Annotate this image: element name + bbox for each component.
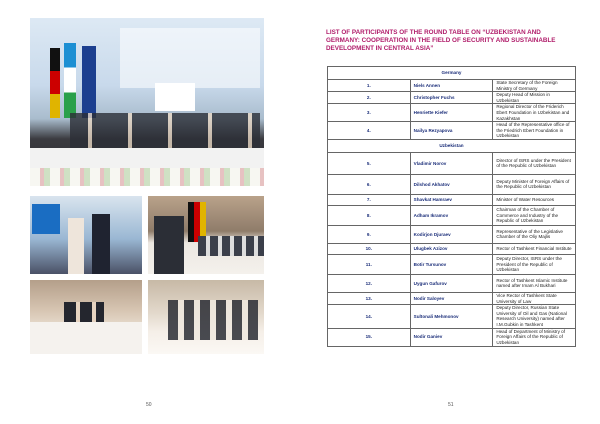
participants-table (327, 66, 576, 347)
participant-number: 15. (328, 328, 411, 346)
participant-name: Vladimir Norov (410, 152, 493, 174)
table-flowers (30, 168, 264, 186)
table-row (328, 152, 576, 174)
participant-name: Sultonali Mehmonov (410, 305, 493, 328)
participant-number: 10. (328, 243, 411, 254)
participant-position: Deputy Minister of Foreign Affairs of the Republic of Uzbekistan (493, 174, 576, 194)
participant-number: 12. (328, 274, 411, 292)
participant-name: Botir Tursunov (410, 254, 493, 274)
participant-position: Head of the Representative office of the Friedrich Ebert Foundation in Uzbekistan (493, 122, 576, 140)
table-row (328, 225, 576, 243)
participant-number: 11. (328, 254, 411, 274)
event-banner (120, 28, 260, 88)
participants-list-title: LIST OF PARTICIPANTS OF THE ROUND TABLE ON “UZBEKISTAN AND GERMANY: COOPERATION IN THE FIELD OF SECURITY AND SUSTAINABLE DEVELOPMENT IN CENTRAL ASIA” (326, 29, 556, 53)
participant-name: Uygun Gafurov (410, 274, 493, 292)
friedrich-ebert-stiftung-logo (155, 83, 195, 111)
participant-position: Deputy Director, ISRS under the President of the Republic of Uzbekistan (493, 254, 576, 274)
section-header-row (328, 67, 576, 80)
participant-number: 8. (328, 205, 411, 225)
participant-name: Nodir Saloyev (410, 292, 493, 304)
participant-number: 2. (328, 92, 411, 104)
participant-position: Deputy Head of Mission in Uzbekistan (493, 92, 576, 104)
audience-row (198, 236, 264, 256)
participant-position: Minister of Water Resources (493, 194, 576, 205)
table-row (328, 205, 576, 225)
participant-number: 7. (328, 194, 411, 205)
participant-position: Regional Director of the Friderich Ebert Foundation in Uzbekistan and Kazakhstan (493, 104, 576, 122)
person-right (92, 214, 110, 274)
participant-name: Kodirjon Djuraev (410, 225, 493, 243)
section-heading: Germany (328, 67, 576, 80)
table-row (328, 292, 576, 304)
participant-position: Director of ISRS under the President of the Republic of Uzbekistan (493, 152, 576, 174)
uzbek-flag (64, 43, 76, 118)
eu-flag (82, 46, 96, 118)
audience-photo (148, 280, 264, 354)
participant-number: 9. (328, 225, 411, 243)
german-flag (50, 48, 60, 118)
participant-number: 13. (328, 292, 411, 304)
participant-name: Adham Ikramov (410, 205, 493, 225)
backdrop-sign (32, 204, 60, 234)
section-heading: Uzbekistan (328, 139, 576, 152)
participant-number: 6. (328, 174, 411, 194)
participant-position: Chairman of the Chamber of Commerce and Industry of the Republic of Uzbekistan (493, 205, 576, 225)
audience (168, 300, 258, 340)
participant-position: Vice Rector of Tashkent State University of Law (493, 292, 576, 304)
table-row (328, 194, 576, 205)
participant-number: 1. (328, 80, 411, 92)
participant-number: 5. (328, 152, 411, 174)
meeting-photo (30, 280, 142, 354)
table-row (328, 243, 576, 254)
round-table-main-photo (30, 18, 264, 186)
participant-name: Christopher Fuchs (410, 92, 493, 104)
right-page-number: 51 (448, 402, 454, 408)
meeting-table (30, 322, 142, 354)
table-row (328, 254, 576, 274)
right-page (300, 0, 600, 424)
participant-number: 3. (328, 104, 411, 122)
participant-position: Rector of Tashkent Islamic Institute named after Imam Al Bukhari (493, 274, 576, 292)
section-header-row (328, 139, 576, 152)
participant-position: Deputy Director, Russian State University of Oil and Gas (National Research University) named after I.M.Gubkin in Tashkent (493, 305, 576, 328)
participant-position: Head of Department of Ministry of Foreign Affairs of the Republic of Uzbekistan (493, 328, 576, 346)
table-row (328, 305, 576, 328)
participant-name: Henriette Kiefer (410, 104, 493, 122)
participant-name: Nodir Ganiev (410, 328, 493, 346)
participant-name: Shavkat Hamraev (410, 194, 493, 205)
table-row (328, 80, 576, 92)
participant-name: Dilshod Akhatov (410, 174, 493, 194)
table-row (328, 122, 576, 140)
panel-participants (70, 113, 260, 153)
table-row (328, 104, 576, 122)
person-left (68, 218, 84, 274)
participant-number: 14. (328, 305, 411, 328)
participant-position: Rector of Tashkent Financial Institute (493, 243, 576, 254)
table-row (328, 328, 576, 346)
participant-name: Niels Annen (410, 80, 493, 92)
speaker (154, 216, 184, 274)
award-photo (30, 196, 142, 274)
participant-position: State Secretary of the Foreign Ministry of Germany (493, 80, 576, 92)
table-row (328, 274, 576, 292)
participant-name: Nailya Rezyapova (410, 122, 493, 140)
table-row (328, 174, 576, 194)
participant-position: Representative of the Legislative Chamber of the Oliy Majlis (493, 225, 576, 243)
participant-number: 4. (328, 122, 411, 140)
speaker-photo (148, 196, 264, 274)
left-page-number: 50 (146, 402, 152, 408)
participant-name: Ulugbek Azizov (410, 243, 493, 254)
table-row (328, 92, 576, 104)
